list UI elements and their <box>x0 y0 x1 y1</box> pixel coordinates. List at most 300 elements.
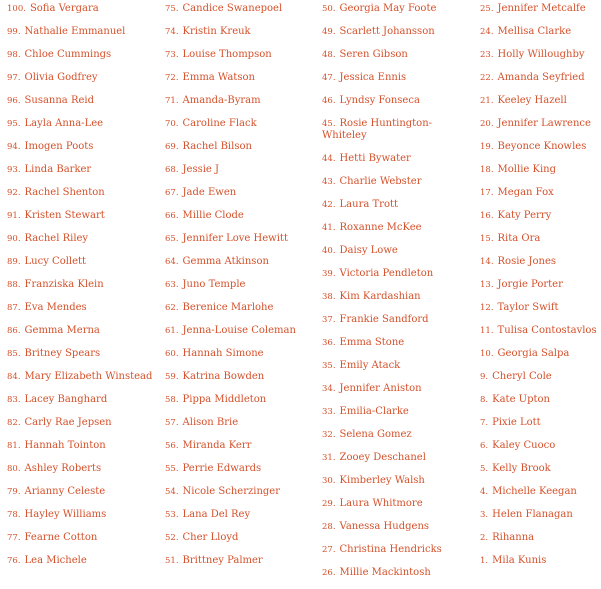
item-name: Susanna Reid <box>24 95 94 106</box>
item-rank: 81. <box>7 441 21 451</box>
item-name: Jennifer Love Hewitt <box>182 233 288 244</box>
item-name: Britney Spears <box>24 348 101 359</box>
list-item <box>322 337 480 349</box>
item-name: Beyonce Knowles <box>497 141 587 152</box>
list-item <box>165 141 322 153</box>
item-rank: 50. <box>322 4 336 14</box>
item-rank: 10. <box>480 349 494 359</box>
list-item <box>165 49 322 61</box>
item-rank: 66. <box>165 211 179 221</box>
item-name: Imogen Poots <box>24 141 94 152</box>
list-item <box>165 279 322 291</box>
item-name: Victoria Pendleton <box>339 268 434 279</box>
item-rank: 48. <box>322 50 336 60</box>
item-name: Pixie Lott <box>492 417 541 428</box>
item-rank: 97. <box>7 73 21 83</box>
item-name: Kate Upton <box>492 394 550 405</box>
item-rank: 61. <box>165 326 179 336</box>
item-rank: 11. <box>480 326 494 336</box>
item-name: Rita Ora <box>497 233 541 244</box>
item-name: Hetti Bywater <box>339 153 411 164</box>
item-name: Seren Gibson <box>339 49 408 60</box>
item-name: Olivia Godfrey <box>24 72 98 83</box>
list-item <box>322 268 480 280</box>
item-name: Mellisa Clarke <box>497 26 572 37</box>
item-rank: 83. <box>7 395 21 405</box>
item-name: Taylor Swift <box>497 302 559 313</box>
item-rank: 54. <box>165 487 179 497</box>
item-rank: 87. <box>7 303 21 313</box>
item-rank: 69. <box>165 142 179 152</box>
list-item <box>322 95 480 107</box>
item-name: Georgia Salpa <box>497 348 570 359</box>
item-rank: 71. <box>165 96 179 106</box>
item-name: Alison Brie <box>182 417 239 428</box>
item-rank: 9. <box>480 372 489 382</box>
list-item <box>7 210 165 222</box>
list-item <box>165 233 322 245</box>
item-name: Christina Hendricks <box>339 544 442 555</box>
item-name: Cheryl Cole <box>492 371 552 382</box>
item-name: Michelle Keegan <box>492 486 577 497</box>
list-item <box>480 532 601 544</box>
item-name: Brittney Palmer <box>182 555 263 566</box>
item-rank: 8. <box>480 395 489 405</box>
item-name: Megan Fox <box>497 187 554 198</box>
item-name: Linda Barker <box>24 164 92 175</box>
item-name: Selena Gomez <box>339 429 412 440</box>
list-item <box>322 406 480 418</box>
item-name: Mollie King <box>497 164 556 175</box>
item-name: Millie Mackintosh <box>339 567 431 578</box>
item-name: Caroline Flack <box>182 118 257 129</box>
item-rank: 38. <box>322 292 336 302</box>
item-rank: 20. <box>480 119 494 129</box>
list-item <box>480 325 601 337</box>
item-name: Emilia-Clarke <box>339 406 409 417</box>
item-name: Rachel Bilson <box>182 141 252 152</box>
item-rank: 25. <box>480 4 494 14</box>
item-name: Carly Rae Jepsen <box>24 417 112 428</box>
item-rank: 72. <box>165 73 179 83</box>
item-name: Rosie Huntington-Whiteley <box>322 118 433 141</box>
list-item <box>165 26 322 38</box>
item-rank: 86. <box>7 326 21 336</box>
list-item <box>7 72 165 84</box>
list-item <box>7 233 165 245</box>
list-item <box>322 521 480 533</box>
list-item <box>480 348 601 360</box>
list-item <box>165 187 322 199</box>
item-name: Chloe Cummings <box>24 49 112 60</box>
list-item <box>480 486 601 498</box>
item-rank: 98. <box>7 50 21 60</box>
item-name: Jessie J <box>182 164 220 175</box>
list-item <box>480 256 601 268</box>
list-item <box>480 417 601 429</box>
item-name: Amanda Seyfried <box>497 72 585 83</box>
item-name: Emma Watson <box>182 72 255 83</box>
item-name: Eva Mendes <box>24 302 87 313</box>
item-rank: 79. <box>7 487 21 497</box>
list-item <box>322 26 480 38</box>
item-rank: 62. <box>165 303 179 313</box>
item-name: Nicole Scherzinger <box>182 486 280 497</box>
list-item <box>480 26 601 38</box>
item-name: Tulisa Contostavlos <box>497 325 597 336</box>
item-rank: 92. <box>7 188 21 198</box>
list-item <box>322 452 480 464</box>
item-rank: 13. <box>480 280 494 290</box>
item-name: Berenice Marlohe <box>182 302 274 313</box>
item-rank: 33. <box>322 407 336 417</box>
item-name: Layla Anna-Lee <box>24 118 104 129</box>
list-item <box>165 302 322 314</box>
item-rank: 68. <box>165 165 179 175</box>
list-item <box>165 486 322 498</box>
item-rank: 93. <box>7 165 21 175</box>
item-rank: 3. <box>480 510 489 520</box>
item-rank: 94. <box>7 142 21 152</box>
item-name: Hannah Tointon <box>24 440 106 451</box>
list-item <box>165 371 322 383</box>
list-item <box>7 486 165 498</box>
item-rank: 17. <box>480 188 494 198</box>
item-rank: 12. <box>480 303 494 313</box>
item-rank: 47. <box>322 73 336 83</box>
item-rank: 60. <box>165 349 179 359</box>
list-item <box>322 72 480 84</box>
list-item <box>322 498 480 510</box>
item-rank: 64. <box>165 257 179 267</box>
list-item <box>7 325 165 337</box>
list-item <box>322 314 480 326</box>
item-rank: 39. <box>322 269 336 279</box>
item-rank: 42. <box>322 200 336 210</box>
list-item <box>322 176 480 188</box>
list-item <box>7 49 165 61</box>
list-item <box>322 3 480 15</box>
item-rank: 40. <box>322 246 336 256</box>
item-name: Lyndsy Fonseca <box>339 95 420 106</box>
item-name: Perrie Edwards <box>182 463 262 474</box>
list-item <box>480 49 601 61</box>
list-item <box>322 383 480 395</box>
list-item <box>480 233 601 245</box>
item-name: Juno Temple <box>182 279 246 290</box>
item-name: Helen Flanagan <box>492 509 573 520</box>
item-name: Jennifer Lawrence <box>497 118 591 129</box>
list-item <box>7 26 165 38</box>
list-item <box>480 141 601 153</box>
list-item <box>480 164 601 176</box>
list-item <box>480 371 601 383</box>
list-column <box>7 3 165 589</box>
item-rank: 28. <box>322 522 336 532</box>
item-name: Kimberley Walsh <box>339 475 425 486</box>
list-item <box>165 3 322 15</box>
item-rank: 59. <box>165 372 179 382</box>
item-name: Lacey Banghard <box>24 394 108 405</box>
item-name: Roxanne McKee <box>339 222 422 233</box>
item-name: Nathalie Emmanuel <box>24 26 126 37</box>
item-name: Kristen Stewart <box>24 210 105 221</box>
item-rank: 32. <box>322 430 336 440</box>
list-column <box>165 3 322 589</box>
item-rank: 75. <box>165 4 179 14</box>
list-item <box>7 509 165 521</box>
item-name: Hayley Williams <box>24 509 107 520</box>
list-item <box>165 417 322 429</box>
item-rank: 30. <box>322 476 336 486</box>
item-name: Mila Kunis <box>492 555 547 566</box>
item-rank: 95. <box>7 119 21 129</box>
item-rank: 46. <box>322 96 336 106</box>
list-item <box>7 532 165 544</box>
item-rank: 23. <box>480 50 494 60</box>
list-item <box>322 291 480 303</box>
list-item <box>165 256 322 268</box>
list-item <box>480 3 601 15</box>
item-rank: 58. <box>165 395 179 405</box>
item-rank: 45. <box>322 119 336 129</box>
item-name: Scarlett Johansson <box>339 26 435 37</box>
item-name: Kelly Brook <box>492 463 551 474</box>
list-item <box>480 555 601 567</box>
list-item <box>322 245 480 257</box>
item-rank: 26. <box>322 568 336 578</box>
list-item <box>7 302 165 314</box>
item-rank: 73. <box>165 50 179 60</box>
item-rank: 18. <box>480 165 494 175</box>
item-rank: 99. <box>7 27 21 37</box>
item-name: Frankie Sandford <box>339 314 429 325</box>
item-rank: 51. <box>165 556 179 566</box>
item-rank: 70. <box>165 119 179 129</box>
item-name: Holly Willoughby <box>497 49 585 60</box>
list-item <box>7 440 165 452</box>
item-name: Jade Ewen <box>182 187 237 198</box>
item-rank: 89. <box>7 257 21 267</box>
item-rank: 37. <box>322 315 336 325</box>
item-name: Gemma Atkinson <box>182 256 269 267</box>
item-rank: 15. <box>480 234 494 244</box>
list-item <box>322 49 480 61</box>
item-name: Emily Atack <box>339 360 401 371</box>
list-item <box>7 463 165 475</box>
item-name: Daisy Lowe <box>339 245 398 256</box>
item-rank: 31. <box>322 453 336 463</box>
list-item <box>7 348 165 360</box>
list-item <box>322 199 480 211</box>
item-name: Katy Perry <box>497 210 552 221</box>
item-rank: 88. <box>7 280 21 290</box>
item-rank: 57. <box>165 418 179 428</box>
item-name: Jenna-Louise Coleman <box>182 325 296 336</box>
item-rank: 36. <box>322 338 336 348</box>
item-rank: 24. <box>480 27 494 37</box>
list-item <box>480 440 601 452</box>
item-name: Rachel Riley <box>24 233 89 244</box>
item-name: Gemma Merna <box>24 325 100 336</box>
item-rank: 4. <box>480 487 489 497</box>
item-name: Pippa Middleton <box>182 394 267 405</box>
item-name: Mary Elizabeth Winstead <box>24 371 153 382</box>
list-item <box>7 164 165 176</box>
item-name: Sofia Vergara <box>29 3 99 14</box>
list-item <box>165 348 322 360</box>
item-rank: 74. <box>165 27 179 37</box>
item-rank: 7. <box>480 418 489 428</box>
list-item <box>165 463 322 475</box>
list-item <box>165 210 322 222</box>
item-rank: 6. <box>480 441 489 451</box>
item-name: Miranda Kerr <box>182 440 252 451</box>
list-item <box>480 187 601 199</box>
list-item <box>165 72 322 84</box>
item-name: Zooey Deschanel <box>339 452 426 463</box>
item-rank: 2. <box>480 533 489 543</box>
list-item <box>322 567 480 579</box>
list-item <box>322 360 480 372</box>
item-name: Franziska Klein <box>24 279 104 290</box>
list-item <box>480 394 601 406</box>
item-name: Charlie Webster <box>339 176 422 187</box>
item-name: Laura Whitmore <box>339 498 423 509</box>
item-rank: 80. <box>7 464 21 474</box>
item-rank: 65. <box>165 234 179 244</box>
list-item <box>322 153 480 165</box>
list-item <box>7 256 165 268</box>
list-item <box>322 222 480 234</box>
list-item <box>480 302 601 314</box>
list-item <box>7 394 165 406</box>
item-name: Rosie Jones <box>497 256 557 267</box>
item-rank: 43. <box>322 177 336 187</box>
item-rank: 49. <box>322 27 336 37</box>
item-rank: 41. <box>322 223 336 233</box>
list-item <box>7 279 165 291</box>
item-name: Jennifer Metcalfe <box>497 3 586 14</box>
list-item <box>480 279 601 291</box>
item-rank: 1. <box>480 556 489 566</box>
item-rank: 34. <box>322 384 336 394</box>
item-name: Emma Stone <box>339 337 405 348</box>
item-name: Candice Swanepoel <box>182 3 283 14</box>
list-item <box>480 210 601 222</box>
item-rank: 16. <box>480 211 494 221</box>
list-item <box>7 3 165 15</box>
item-name: Louise Thompson <box>182 49 272 60</box>
item-name: Kristin Kreuk <box>182 26 251 37</box>
item-rank: 90. <box>7 234 21 244</box>
item-name: Lana Del Rey <box>182 509 251 520</box>
list-item <box>322 544 480 556</box>
item-name: Cher Lloyd <box>182 532 239 543</box>
list-item <box>322 118 480 142</box>
list-item <box>7 95 165 107</box>
item-name: Keeley Hazell <box>497 95 567 106</box>
item-name: Georgia May Foote <box>339 3 437 14</box>
item-rank: 76. <box>7 556 21 566</box>
list-item <box>322 475 480 487</box>
list-item <box>480 72 601 84</box>
list-item <box>165 509 322 521</box>
item-rank: 77. <box>7 533 21 543</box>
list-item <box>480 463 601 475</box>
item-rank: 22. <box>480 73 494 83</box>
item-rank: 19. <box>480 142 494 152</box>
item-rank: 82. <box>7 418 21 428</box>
item-rank: 84. <box>7 372 21 382</box>
item-name: Jennifer Aniston <box>339 383 422 394</box>
item-name: Rihanna <box>492 532 535 543</box>
item-rank: 55. <box>165 464 179 474</box>
list-item <box>7 371 165 383</box>
list-item <box>7 555 165 567</box>
item-rank: 91. <box>7 211 21 221</box>
item-rank: 35. <box>322 361 336 371</box>
item-name: Katrina Bowden <box>182 371 265 382</box>
item-rank: 52. <box>165 533 179 543</box>
list-column <box>480 3 601 589</box>
item-rank: 85. <box>7 349 21 359</box>
item-name: Vanessa Hudgens <box>339 521 430 532</box>
item-rank: 56. <box>165 441 179 451</box>
item-rank: 63. <box>165 280 179 290</box>
item-rank: 67. <box>165 188 179 198</box>
item-name: Jessica Ennis <box>339 72 407 83</box>
list-item <box>165 164 322 176</box>
item-rank: 96. <box>7 96 21 106</box>
list-item <box>322 429 480 441</box>
list-item <box>7 187 165 199</box>
item-rank: 14. <box>480 257 494 267</box>
list-item <box>7 141 165 153</box>
item-name: Lucy Collett <box>24 256 87 267</box>
item-rank: 100. <box>7 4 26 14</box>
item-name: Rachel Shenton <box>24 187 105 198</box>
list-item <box>165 95 322 107</box>
list-item <box>7 118 165 130</box>
list-item <box>7 417 165 429</box>
item-rank: 78. <box>7 510 21 520</box>
list-item <box>165 118 322 130</box>
item-name: Jorgie Porter <box>497 279 563 290</box>
item-name: Kim Kardashian <box>339 291 421 302</box>
item-rank: 53. <box>165 510 179 520</box>
item-rank: 5. <box>480 464 489 474</box>
list-item <box>480 118 601 130</box>
list-item <box>480 509 601 521</box>
item-name: Amanda-Byram <box>182 95 261 106</box>
item-name: Kaley Cuoco <box>492 440 556 451</box>
item-name: Laura Trott <box>339 199 399 210</box>
item-name: Arianny Celeste <box>24 486 106 497</box>
item-rank: 29. <box>322 499 336 509</box>
item-name: Fearne Cotton <box>24 532 98 543</box>
item-rank: 27. <box>322 545 336 555</box>
item-rank: 21. <box>480 96 494 106</box>
item-name: Hannah Simone <box>182 348 264 359</box>
item-name: Ashley Roberts <box>24 463 102 474</box>
item-name: Lea Michele <box>24 555 87 566</box>
list-item <box>165 325 322 337</box>
list-item <box>480 95 601 107</box>
list-item <box>165 532 322 544</box>
list-item <box>165 440 322 452</box>
item-name: Millie Clode <box>182 210 244 221</box>
